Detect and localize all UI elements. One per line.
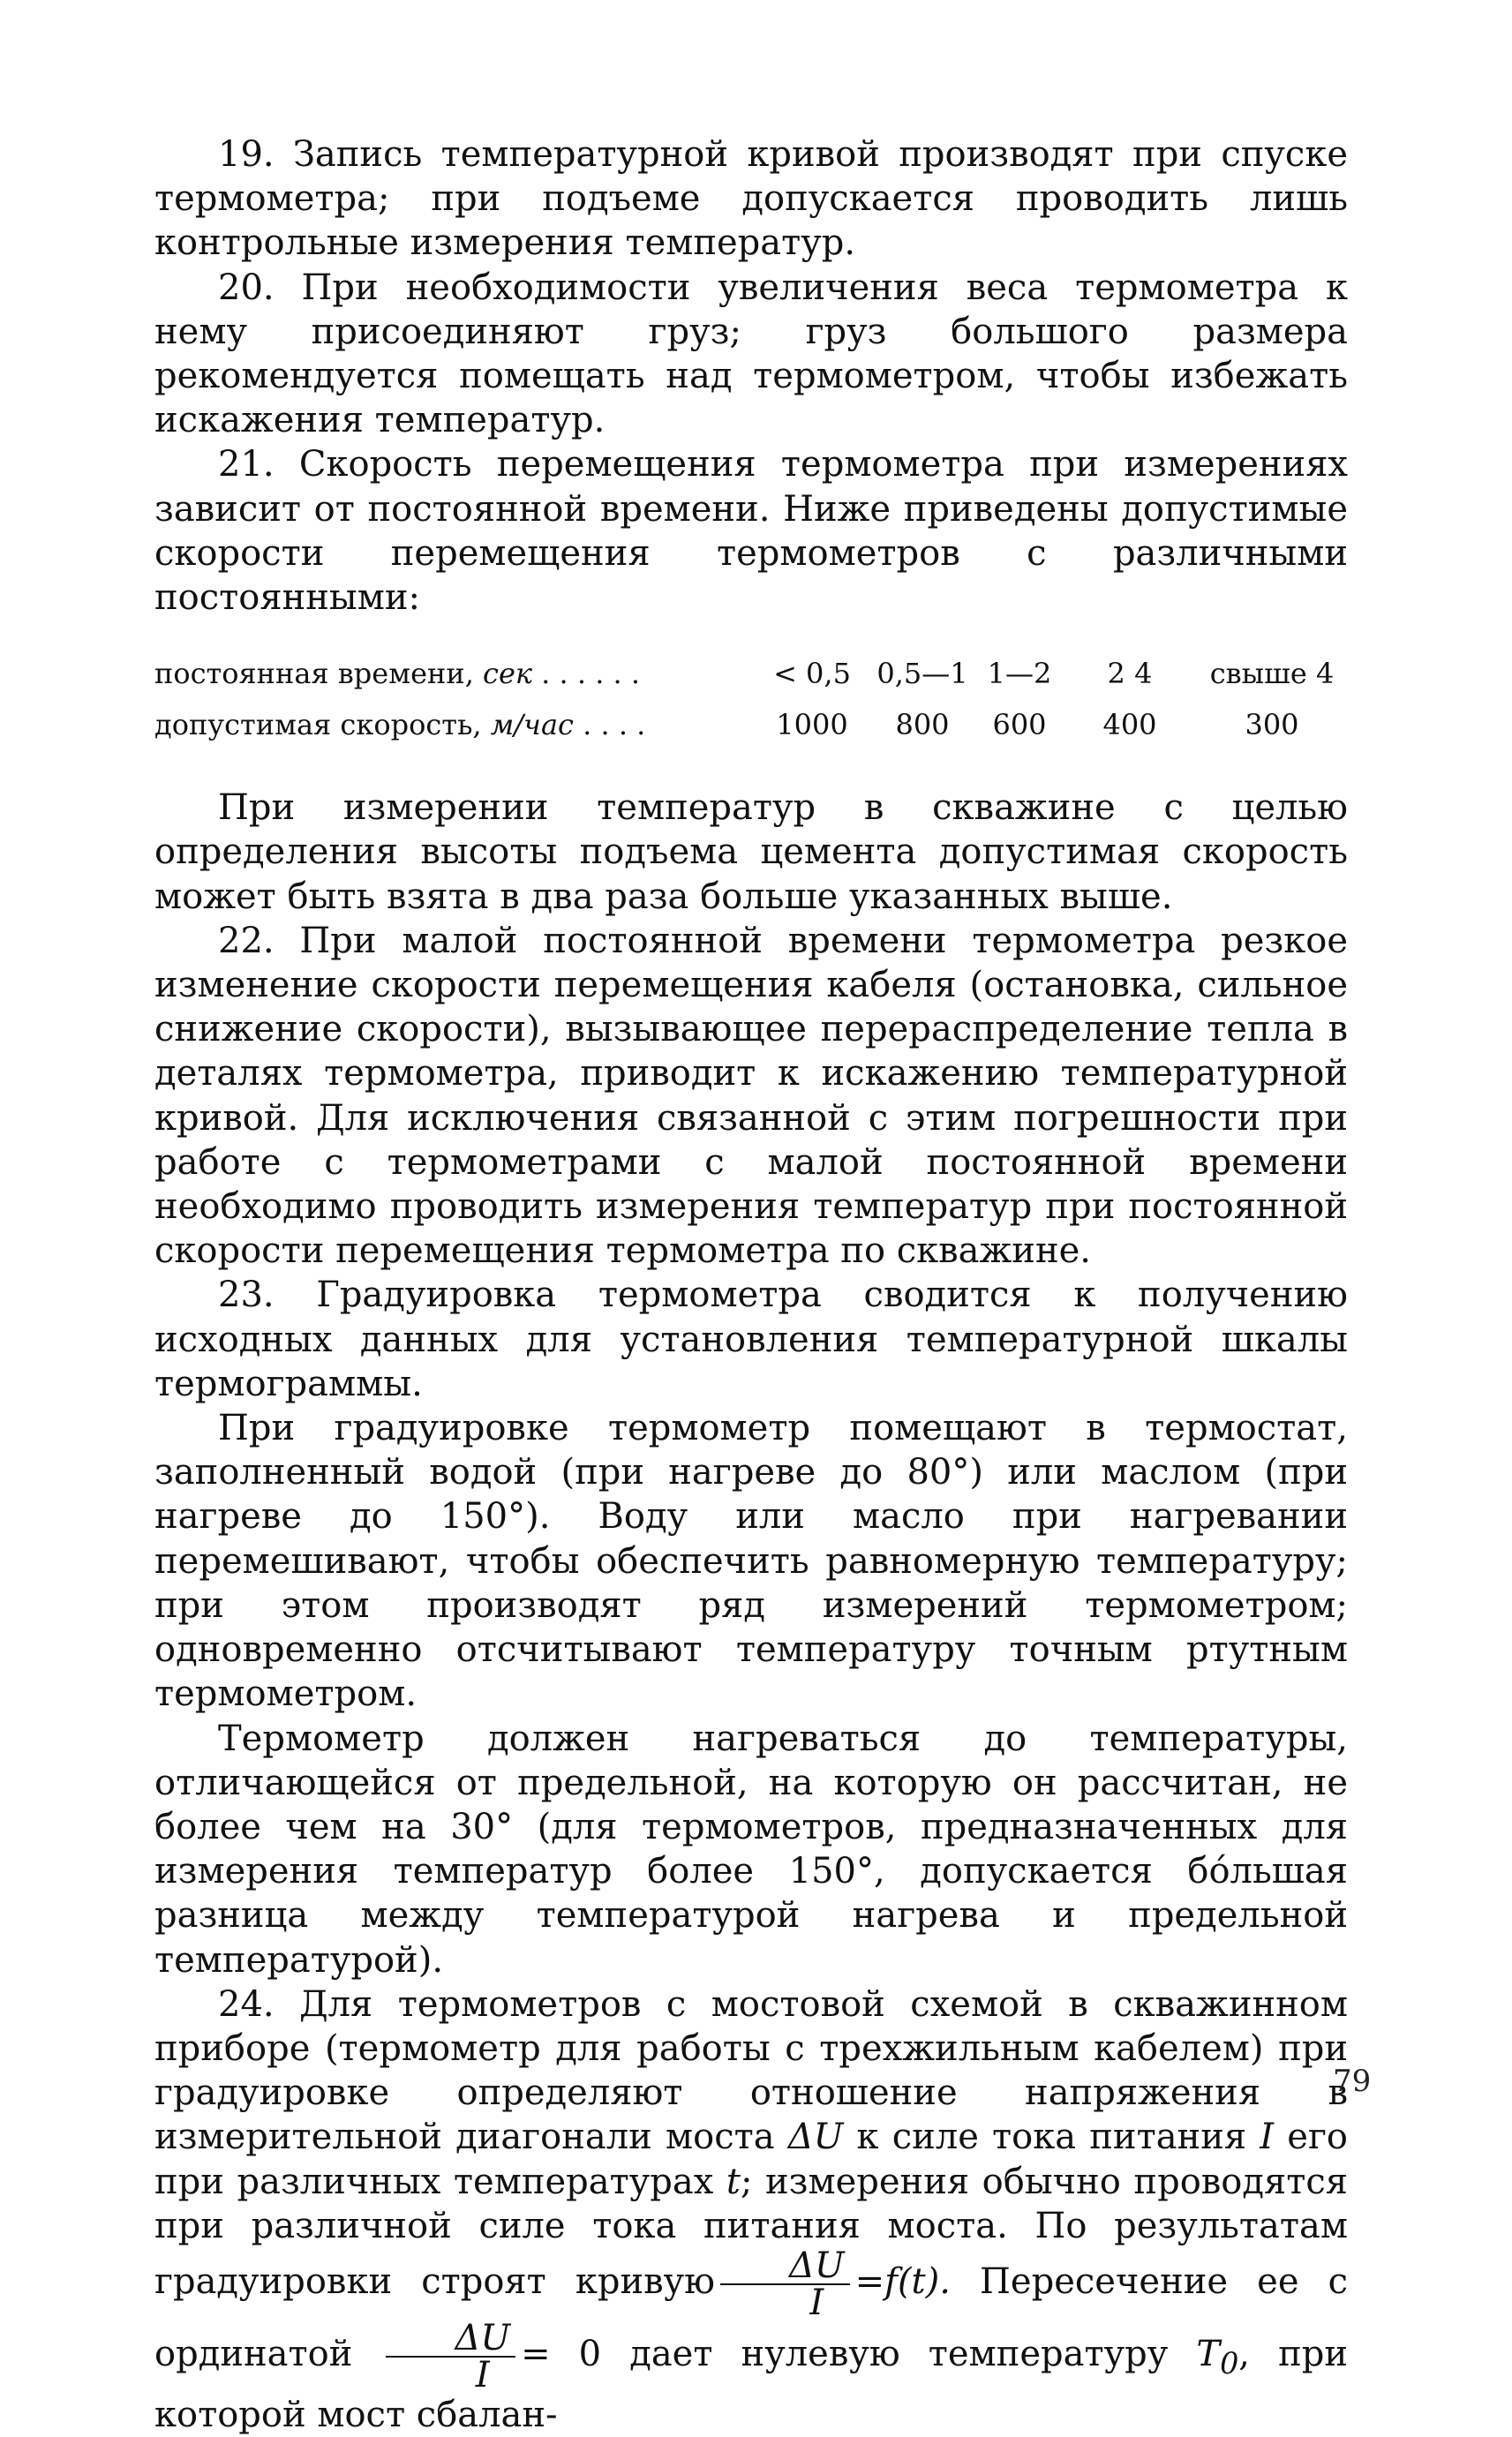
current-symbol: I [1260, 2117, 1275, 2158]
table-cell: 1000 [776, 708, 848, 742]
paragraph-21: 21. Скорость перемещения термометра при измерениях зависит от постоянной времени. Ниже приведены допустимые скорости перемещения термометров с различными постоянными: [154, 444, 1348, 619]
table-cell: 300 [1245, 708, 1299, 742]
table-cell: 400 [1102, 708, 1157, 742]
table-label-allowed-speed: допустимая скорость, м/час . . . . [154, 708, 646, 742]
table-cell: < 0,5 [773, 657, 851, 691]
delta-u-symbol: ΔU [787, 2117, 844, 2158]
paragraph-24: 24. Для термометров с мостовой схемой в скважинном приборе (термометр для работы с трехжильным кабелем) при градуировке определяют отношение напряжения в измерительной диагонали моста ΔU к силе тока питания I его при различных температурах t; измерения обычно проводятся при различной силе тока питания моста. По результатам градуировки строят кривую $\frac{\Delta U}{I}$ =f(t). Пересечение ее с ординатой $\frac{\Delta U}{I}$ = 0 дает нулевую температуру $T_0$, при которой мост сбалан- [154, 1983, 1349, 2435]
table-cell: 2 4 [1107, 657, 1153, 691]
table-cell: 600 [992, 708, 1047, 742]
paragraph-20: 20. При необходимости увеличения веса термометра к нему присоединяют груз; груз большого размера рекомендуется помещать над термометром, чтобы избежать искажения температур. [154, 267, 1348, 441]
table-cell: 800 [895, 708, 950, 742]
paragraph-23-limit: Термометр должен нагреваться до температуры, отличающейся от предельной, на которую он рассчитан, не более чем на 30° (для термометров, предназначенных для измерения температур более 150°, допускается бóльшая разница между температурой нагрева и предельной температурой). [154, 1718, 1348, 1981]
paragraph-21-note: При измерении температур в скважине с целью определения высоты подъема цемента допустимая скорость может быть взята в два раза больше указанных выше. [154, 787, 1348, 917]
table-cell: свыше 4 [1209, 657, 1335, 691]
table-row-time-constant [154, 648, 1348, 699]
paragraph-23: 23. Градуировка термометра сводится к получению исходных данных для установления температурной шкалы термограммы. [154, 1275, 1348, 1404]
page-number: 79 [1333, 2064, 1372, 2099]
fraction-delta-u-over-i-ordinate: $\frac{\Delta U}{I}$ [386, 2320, 515, 2393]
paragraph-22: 22. При малой постоянной времени термометра резкое изменение скорости перемещения кабеля (остановка, сильное снижение скорости), вызывающее перераспределение тепла в деталях термометра, приводит к искажению температурной кривой. Для исключения связанной с этим погрешности при работе с термометрами с малой постоянной времени необходимо проводить измерения температур при постоянной скорости перемещения термометра по скважине. [154, 920, 1348, 1272]
table-row-allowed-speed [154, 699, 1348, 750]
zero-temperature-symbol: $T_0$ [1196, 2333, 1239, 2381]
function-of-t: =f(t). [854, 2260, 951, 2302]
table-cell: 1—2 [987, 657, 1052, 691]
document-page [154, 132, 1348, 2437]
paragraph-23-procedure: При градуировке термометр помещают в термостат, заполненный водой (при нагреве до 80°) или маслом (при нагреве до 150°). Воду или масло при нагревании перемешивают, чтобы обеспечить равномерную температуру; при этом производят ряд измерений термометром; одновременно отсчитывают температуру точным ртутным термометром. [154, 1408, 1348, 1715]
paragraph-19: 19. Запись температурной кривой производят при спуске термометра; при подъеме допускается проводить лишь контрольные измерения температур. [154, 134, 1348, 264]
speed-table [154, 648, 1348, 750]
table-cell: 0,5—1 [876, 657, 968, 691]
temperature-symbol: t [726, 2161, 741, 2202]
table-label-time-constant: постоянная времени, сек . . . . . . [154, 657, 641, 691]
fraction-delta-u-over-i: $\frac{\Delta U}{I}$ [720, 2248, 850, 2320]
